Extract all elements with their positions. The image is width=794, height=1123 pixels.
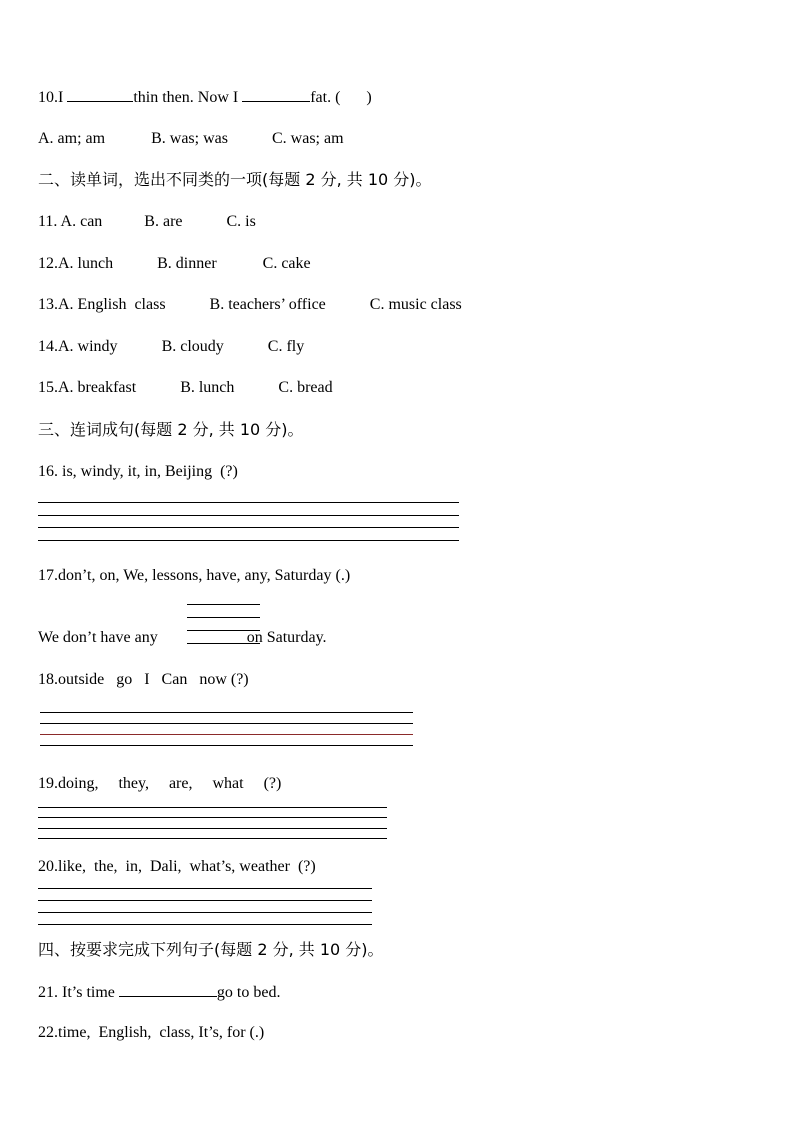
option-c: C. cake <box>262 255 311 272</box>
answer-line[interactable] <box>40 734 413 735</box>
question-21 <box>38 982 280 1003</box>
question-13 <box>38 295 462 315</box>
question-number: 11. <box>38 213 58 230</box>
question-17 <box>38 566 350 586</box>
answer-blank[interactable] <box>67 87 133 102</box>
answer-line[interactable] <box>38 502 459 503</box>
question-text: I <box>58 89 68 106</box>
question-number: 19. <box>38 775 58 792</box>
option-a: A. lunch <box>58 255 114 272</box>
answer-line[interactable] <box>38 912 372 913</box>
option-b: B. was; was <box>151 130 228 147</box>
option-b: B. lunch <box>180 379 235 396</box>
answer-line[interactable] <box>38 900 372 901</box>
question-16 <box>38 462 238 482</box>
section-3-title: 三、连词成句(每题 2 分, 共 10 分)。 <box>38 420 304 439</box>
option-b: B. teachers’ office <box>209 296 326 313</box>
answer-line[interactable] <box>40 712 413 713</box>
question-text: don’t, on, We, lessons, have, any, Saturday (.) <box>58 567 351 584</box>
question-number: 10. <box>38 89 58 106</box>
answer-line[interactable] <box>40 723 413 724</box>
option-a: A. windy <box>58 338 118 355</box>
question-12 <box>38 254 311 274</box>
question-number: 14. <box>38 338 58 355</box>
question-10 <box>38 87 372 108</box>
option-b: B. dinner <box>157 255 217 272</box>
question-17-answer <box>38 628 327 648</box>
option-c: C. music class <box>369 296 462 313</box>
question-19 <box>38 774 281 794</box>
answer-line[interactable] <box>38 817 387 818</box>
answer-line[interactable] <box>38 828 387 829</box>
question-number: 13. <box>38 296 58 313</box>
question-10-options <box>38 129 344 149</box>
question-text: fat. ( <box>310 89 341 106</box>
answer-line[interactable] <box>38 888 372 889</box>
answer-suffix: on Saturday. <box>246 629 327 646</box>
question-text: go to bed. <box>216 984 281 1001</box>
option-c: C. bread <box>278 379 333 396</box>
option-c: C. was; am <box>271 130 344 147</box>
answer-line[interactable] <box>38 515 459 516</box>
option-c: C. fly <box>267 338 305 355</box>
question-text: doing, they, are, what (?) <box>58 775 282 792</box>
answer-line[interactable] <box>187 617 260 618</box>
answer-line[interactable] <box>40 745 413 746</box>
option-a: A. English class <box>58 296 166 313</box>
question-number: 21. <box>38 984 58 1001</box>
question-number: 15. <box>38 379 58 396</box>
question-text: ) <box>366 89 372 106</box>
question-text: outside go I Can now (?) <box>58 671 249 688</box>
answer-line[interactable] <box>38 838 387 839</box>
option-c: C. is <box>226 213 256 230</box>
section-2-title: 二、读单词，选出不同类的一项(每题 2 分, 共 10 分)。 <box>38 170 432 189</box>
question-number: 18. <box>38 671 58 688</box>
question-text: time, English, class, It’s, for (.) <box>58 1024 265 1041</box>
option-a: A. breakfast <box>58 379 137 396</box>
answer-line[interactable] <box>38 924 372 925</box>
answer-blank[interactable] <box>242 87 310 102</box>
question-text: is, windy, it, in, Beijing (?) <box>58 463 238 480</box>
question-number: 16. <box>38 463 58 480</box>
answer-line[interactable] <box>38 540 459 541</box>
answer-line[interactable] <box>187 604 260 605</box>
question-11 <box>38 212 256 232</box>
question-14 <box>38 337 304 357</box>
option-a: A. am; am <box>38 130 106 147</box>
question-15 <box>38 378 333 398</box>
option-b: B. are <box>144 213 183 230</box>
question-number: 20. <box>38 858 58 875</box>
question-number: 17. <box>38 567 58 584</box>
question-number: 12. <box>38 255 58 272</box>
question-22 <box>38 1023 264 1043</box>
question-20 <box>38 857 316 877</box>
question-text: thin then. Now I <box>133 89 243 106</box>
answer-prefix: We don’t have any <box>38 629 158 646</box>
answer-line[interactable] <box>38 807 387 808</box>
option-a: A. can <box>60 213 103 230</box>
question-text: It’s time <box>58 984 119 1001</box>
option-b: B. cloudy <box>161 338 224 355</box>
answer-line[interactable] <box>38 527 459 528</box>
question-text: like, the, in, Dali, what’s, weather (?) <box>58 858 316 875</box>
question-18 <box>38 670 249 690</box>
section-4-title: 四、按要求完成下列句子(每题 2 分, 共 10 分)。 <box>38 940 384 959</box>
question-number: 22. <box>38 1024 58 1041</box>
answer-blank[interactable] <box>119 982 217 997</box>
